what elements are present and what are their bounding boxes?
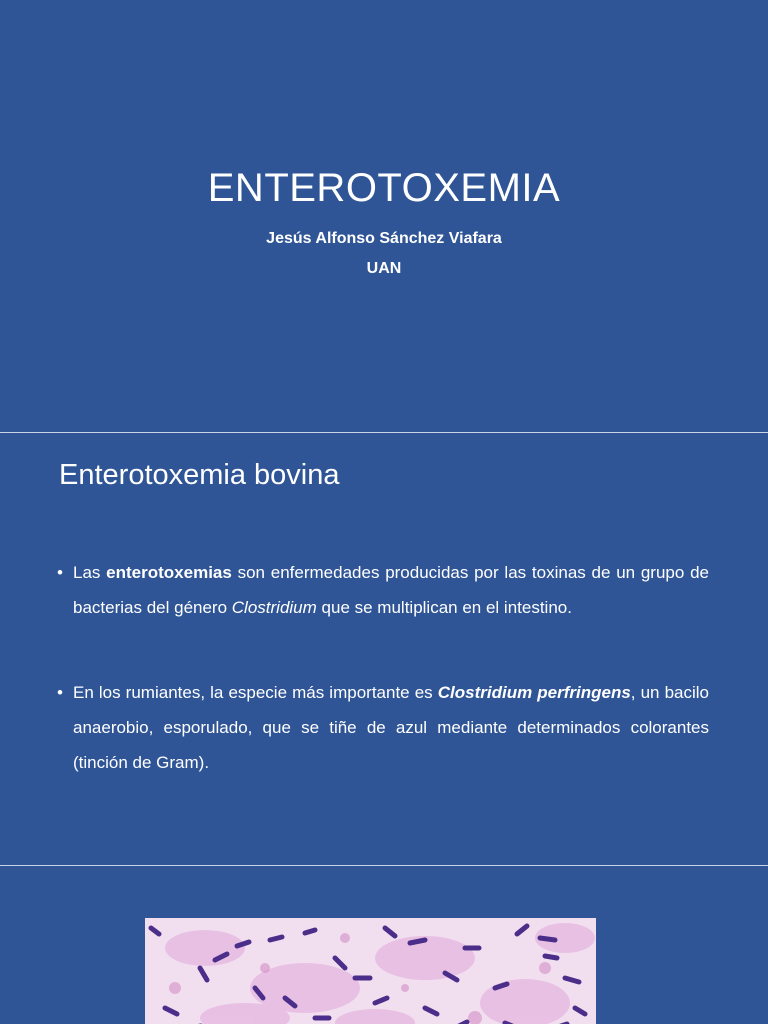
bullet-text: que se multiplican en el intestino. <box>316 598 572 617</box>
bullet-text: Las <box>73 563 107 582</box>
gram-stain-micrograph-image <box>145 918 596 1024</box>
bullet-text: En los rumiantes, la especie más importante es <box>73 683 438 702</box>
bullet-text: son enfermedades producidas por las toxinas de un grupo de bacterias del género <box>73 563 709 617</box>
micrograph-svg <box>145 918 596 1024</box>
bullet-text: , un bacilo anaerobio, esporulado, que se tiñe de azul mediante determinados colorantes (tinción de Gram). <box>73 683 710 772</box>
bullet-icon: • <box>57 683 63 702</box>
title-slide <box>0 0 768 432</box>
bold-italic-term: Clostridium perfringens <box>437 683 631 702</box>
content-slide <box>0 433 768 865</box>
institution-name: UAN <box>366 260 402 277</box>
bullet-icon: • <box>57 563 63 582</box>
bullet-item-enterotoxemias <box>57 555 709 625</box>
italic-term: Clostridium <box>231 598 317 617</box>
image-slide <box>0 866 768 1024</box>
presentation-title: ENTEROTOXEMIA <box>207 166 561 210</box>
bullet-item-perfringens <box>57 675 709 780</box>
slide-heading: Enterotoxemia bovina <box>59 459 340 491</box>
bold-term: enterotoxemias <box>106 563 232 582</box>
bullet-list <box>57 555 709 830</box>
author-name: Jesús Alfonso Sánchez Viafara <box>266 230 502 247</box>
